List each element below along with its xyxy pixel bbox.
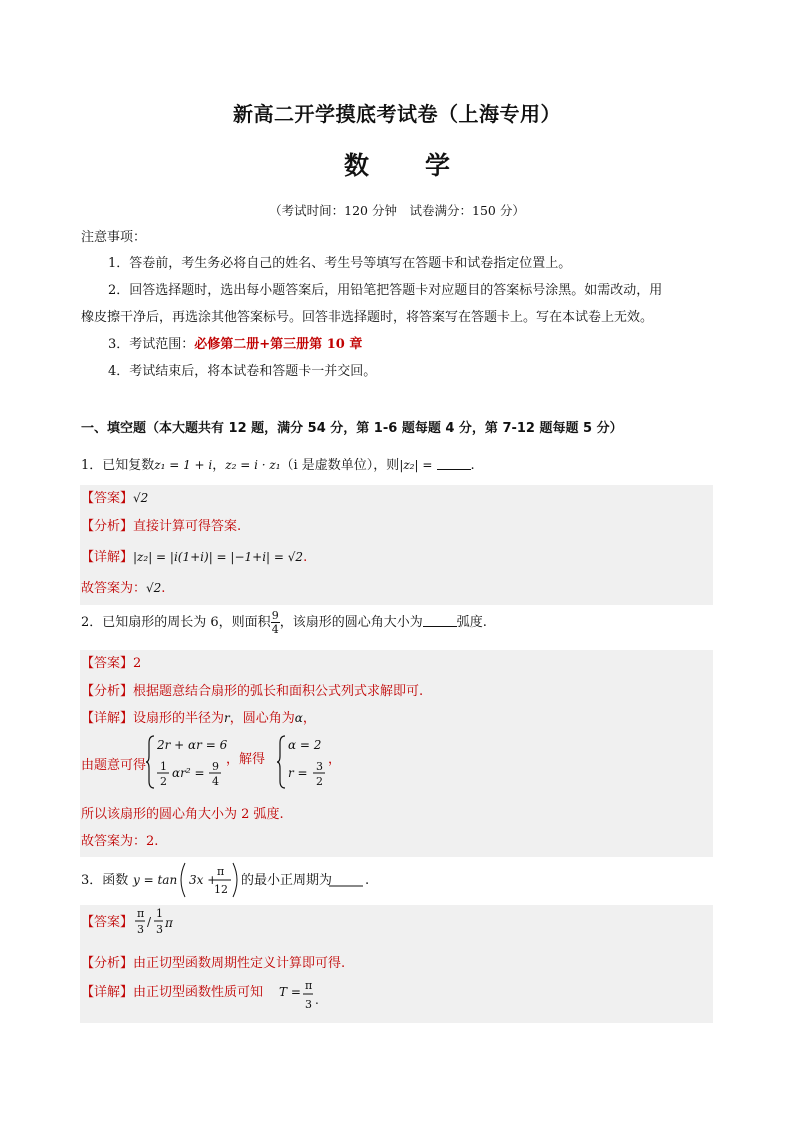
q2-sol-eq2-lhs: r = [288,766,308,780]
q1-answer-label: 【答案】 [81,491,134,506]
q1-z2: z₂ = i · z₁ [225,458,281,472]
q1-stem-a: 1．已知复数 [81,458,155,473]
q2-system-brace [146,736,154,788]
q1-stem-b: （i 是虚数单位），则 [280,458,400,473]
q2-frac-num: 9 [271,609,279,622]
q1-conclusion-value: √2 [146,581,162,595]
q3-detail-den: 3 [305,998,312,1011]
q3-answer-num2: 1 [156,907,163,920]
q3-stem-svg [81,860,411,900]
q1-answer-value: √2 [133,491,149,505]
q1-answer-box [80,485,713,605]
note-3-label: 3．考试范围： [108,337,195,352]
q1-detail-end: . [303,550,308,565]
q2-answer-value: 2 [133,656,142,671]
q1-detail-label: 【详解】 [81,550,134,565]
q3-answer-pi: π [165,916,173,930]
q3-answer-sep: / [147,915,152,929]
note-2: 2．回答选择题时，选出每小题答案后，用铅笔把答题卡对应题目的答案标号涂黑。如需改动，用 [108,283,663,298]
q3-detail-num: π [305,979,313,992]
q2-sol-eq2-num: 3 [316,760,323,773]
note-3 [108,336,362,354]
q2-area-fraction [271,609,280,636]
q3-pi: π [217,865,225,878]
notes-heading: 注意事项： [81,230,147,245]
q2-stem-a: 2．已知扇形的周长为 6，则面积 [81,615,271,630]
q2-frac-den: 4 [271,623,279,636]
q3-detail-svg [81,978,341,1018]
q2-blank [423,614,457,627]
q1-analysis-text: 直接计算可得答案. [133,519,242,534]
q2-stem-c: 弧度. [456,615,487,630]
q1-answer [81,487,148,506]
q3-analysis-label: 【分析】 [81,956,134,971]
note-4: 4．考试结束后，将本试卷和答题卡一并交回。 [108,364,377,379]
q1-mod: |z₂| = [399,458,433,472]
q3-answer-den: 3 [137,923,144,936]
q1-sep: ， [212,458,226,473]
subject-title: 数学 [343,151,506,180]
q2-detail [81,707,316,726]
q2-sys-eq2-mid: αr² = [172,766,205,780]
q2-answer-label: 【答案】 [81,656,134,671]
q3-detail-end: . [315,993,319,1007]
q3-right-paren [233,863,237,897]
exam-title: 新高二开学摸底考试卷（上海专用） [233,102,561,126]
q3-stem-a: 3．函数 [81,873,129,888]
q2-sys-eq1: 2r + αr = 6 [157,738,228,752]
q3-detail-T: T = [279,985,301,999]
q2-system-prefix: 由题意可得 [81,758,147,773]
q2-sys-eq2-den1: 2 [160,775,167,788]
q2-sol-end: ， [328,752,342,767]
q2-analysis-label: 【分析】 [81,684,134,699]
q2-solve-label: ，解得 [226,752,266,767]
q2-stem-b: ，该扇形的圆心角大小为 [279,615,423,630]
q2-detail-label: 【详解】 [81,711,134,726]
q1-conclusion-end: . [161,581,166,596]
q3-answer-label: 【答案】 [81,915,134,930]
q2-sys-eq2-num2: 9 [212,760,219,773]
q1-conclusion-label: 故答案为： [81,581,147,596]
q2-detail-c: ， [302,711,316,726]
q3-analysis [81,952,345,971]
exam-info: （考试时间：120 分钟 试卷满分：150 分） [269,203,525,218]
q2-sol-eq2-den: 2 [316,775,323,788]
q2-stem [81,608,487,638]
q3-func: y = tan [133,873,178,887]
q1-z1: z₁ = 1 + i [154,458,213,472]
section-heading: 一、填空题（本大题共有 12 题，满分 54 分，第 1-6 题每题 4 分，第 7-12 题每题 5 分） [81,421,623,436]
q3-stem-b: 的最小正周期为 [241,873,333,888]
q3-answer-den2: 3 [156,923,163,936]
q3-answer-svg [81,905,221,939]
q3-detail-label: 【详解】 [81,985,134,1000]
q3-analysis-text: 由正切型函数周期性定义计算即可得. [133,956,346,971]
q2-detail-b: ，圆心角为 [229,711,295,726]
q3-inner: 3x + [189,873,218,887]
q2-analysis [81,680,423,699]
q2-answer [81,652,141,671]
q2-result: 所以该扇形的圆心角大小为 2 弧度. [81,807,284,822]
q3-detail-text: 由正切型函数性质可知 [133,985,264,1000]
q1-detail-math: |z₂| = |i(1+i)| = |−1+i| = √2 [133,550,304,564]
q2-analysis-text: 根据题意结合扇形的弧长和面积公式列式求解即可. [133,684,424,699]
q3-end: . [365,873,370,888]
q1-conclusion [81,577,165,596]
q1-blank [437,457,471,470]
exam-scope: 必修第二册+第三册第 10 章 [194,337,363,352]
q1-analysis-label: 【分析】 [81,519,134,534]
q2-sys-eq2-num1: 1 [160,760,167,773]
q1-detail [81,546,307,565]
q2-system-equations [146,733,346,791]
q3-twelve: 12 [214,883,228,896]
q1-end: . [470,458,475,473]
q2-detail-r: r [224,711,230,725]
q1-stem [81,456,475,475]
note-1: 1．答卷前，考生务必将自己的姓名、考生号等填写在答题卡和试卷指定位置上。 [108,256,572,271]
q2-detail-alpha: α [294,711,303,725]
q3-answer-num: π [137,907,145,920]
q2-detail-a: 设扇形的半径为 [133,711,225,726]
q2-sol-eq1: α = 2 [288,738,322,752]
q3-left-paren [181,863,185,897]
q1-analysis [81,515,241,534]
q2-solution-brace [277,736,285,788]
note-2-cont: 橡皮擦干净后，再选涂其他答案标号。回答非选择题时，将答案写在答题卡上。写在本试卷上无效。 [81,310,654,325]
q2-sys-eq2-den2: 4 [212,775,219,788]
q2-conclusion: 故答案为：2. [81,834,159,849]
